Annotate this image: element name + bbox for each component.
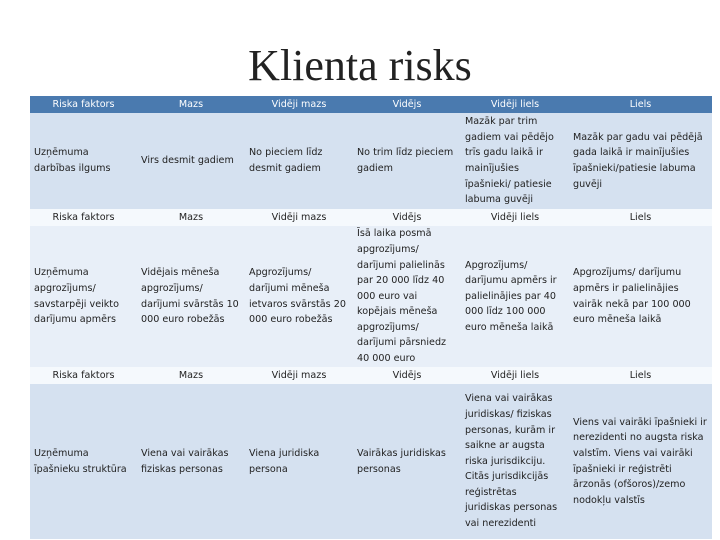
table-cell: Vairākas juridiskas personas: [353, 384, 461, 539]
table-cell: Īsā laika posmā apgrozījums/ darījumi palielinās par 20 000 līdz 40 000 euro vai kopējais mēneša apgrozījums/ darījumi pārsniedz 40 000 euro: [353, 226, 461, 367]
table-cell: Mazāk par trim gadiem vai pēdējo trīs gadu laikā ir mainījušies īpašnieki/ patiesie labuma guvēji: [461, 113, 569, 209]
header-cell: Liels: [569, 96, 712, 113]
table-row: [30, 226, 712, 367]
header-cell: Vidējs: [353, 367, 461, 384]
table-cell: Virs desmit gadiem: [137, 113, 245, 209]
header-cell: Mazs: [137, 209, 245, 226]
header-cell: Vidēji mazs: [245, 209, 353, 226]
header-cell: Vidēji liels: [461, 96, 569, 113]
table-cell: Vidējais mēneša apgrozījums/ darījumi svārstās 10 000 euro robežās: [137, 226, 245, 367]
header-cell: Riska faktors: [30, 96, 137, 113]
table-cell: Viena vai vairākas fiziskas personas: [137, 384, 245, 539]
header-cell: Liels: [569, 209, 712, 226]
header-cell: Mazs: [137, 96, 245, 113]
table-cell: Apgrozījums/ darījumi mēneša ietvaros svārstās 20 000 euro robežās: [245, 226, 353, 367]
header-cell: Vidēji liels: [461, 209, 569, 226]
header-cell: Vidēji liels: [461, 367, 569, 384]
table-cell: Mazāk par gadu vai pēdējā gada laikā ir mainījušies īpašnieki/patiesie labuma guvēji: [569, 113, 712, 209]
header-cell: Riska faktors: [30, 367, 137, 384]
table-cell: Viens vai vairāki īpašnieki ir nerezidenti no augsta riska valstīm. Viens vai vairāki īpašnieki ir reģistrēti ārzonās (ofšoros)/zemo nodokļu valstīs: [569, 384, 712, 539]
table-row: [30, 384, 712, 539]
table-row: [30, 113, 712, 209]
header-cell: Vidējs: [353, 96, 461, 113]
risk-factor-label: Uzņēmuma īpašnieku struktūra: [30, 384, 137, 539]
header-cell: Vidēji mazs: [245, 96, 353, 113]
header-row: [30, 367, 712, 384]
header-cell: Vidēji mazs: [245, 367, 353, 384]
table-cell: Apgrozījums/ darījumu apmērs ir palielinājies par 40 000 līdz 100 000 euro mēneša laikā: [461, 226, 569, 367]
table-cell: Apgrozījums/ darījumu apmērs ir palielinājies vairāk nekā par 100 000 euro mēneša laikā: [569, 226, 712, 367]
table-cell: Viena vai vairākas juridiskas/ fiziskas personas, kurām ir saikne ar augsta riska jurisdikciju. Citās jurisdikcijās reģistrētas juridiskas personas vai nerezidenti: [461, 384, 569, 539]
header-row: [30, 209, 712, 226]
table-cell: No trim līdz pieciem gadiem: [353, 113, 461, 209]
header-cell: Liels: [569, 367, 712, 384]
header-cell: Mazs: [137, 367, 245, 384]
header-row: [30, 96, 712, 113]
table-cell: Viena juridiska persona: [245, 384, 353, 539]
header-cell: Vidējs: [353, 209, 461, 226]
table-cell: No pieciem līdz desmit gadiem: [245, 113, 353, 209]
client-risk-table: [30, 96, 712, 539]
slide-title: Klienta risks: [248, 41, 472, 90]
risk-factor-label: Uzņēmuma apgrozījums/ savstarpēji veikto darījumu apmērs: [30, 226, 137, 367]
header-cell: Riska faktors: [30, 209, 137, 226]
risk-factor-label: Uzņēmuma darbības ilgums: [30, 113, 137, 209]
